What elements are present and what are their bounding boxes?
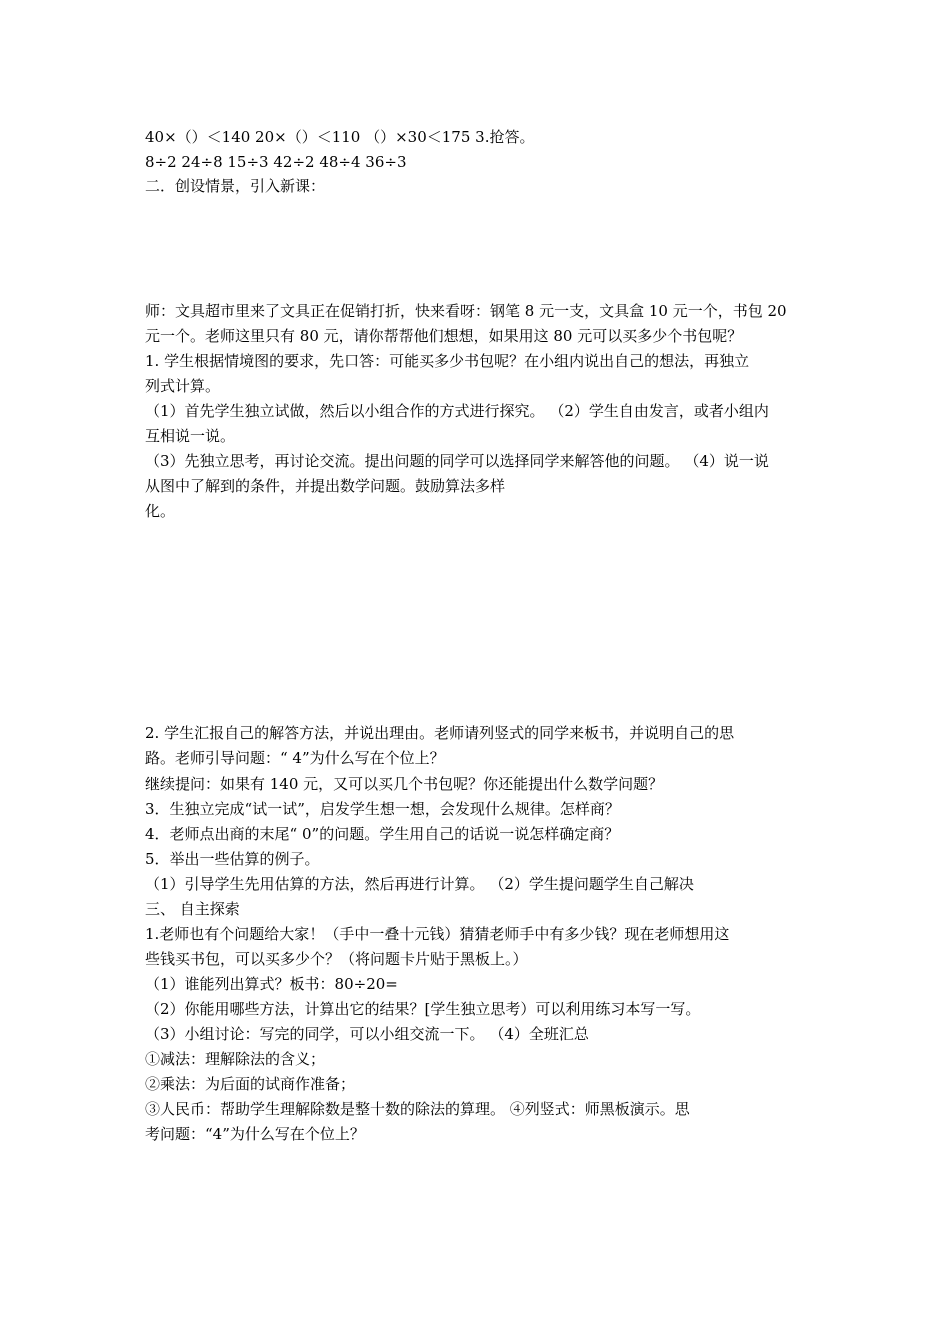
text-line: （2）你能用哪些方法，计算出它的结果？[学生独立思考）可以利用练习本写一写。 bbox=[145, 1000, 701, 1018]
text-line: （3）先独立思考，再讨论交流。提出问题的同学可以选择同学来解答他的问题。 （4）说一说 bbox=[145, 452, 769, 470]
text-line: 1.老师也有个问题给大家！（手中一叠十元钱）猜猜老师手中有多少钱？现在老师想用这 bbox=[145, 925, 730, 943]
text-line: （3）小组讨论：写完的同学，可以小组交流一下。 （4）全班汇总 bbox=[145, 1025, 589, 1043]
text-line: 些钱买书包，可以买多少个？（将问题卡片贴于黑板上。） bbox=[145, 950, 528, 968]
text-line: ②乘法：为后面的试商作准备； bbox=[145, 1075, 356, 1093]
text-line: 路。老师引导问题：“ 4”为什么写在个位上？ bbox=[145, 749, 445, 767]
section-heading: 二．创设情景，引入新课： bbox=[145, 177, 326, 195]
text-line: 3．生独立完成“试一试”，启发学生想一想，会发现什么规律。怎样商？ bbox=[145, 800, 620, 818]
text-line: 从图中了解到的条件，并提出数学问题。鼓励算法多样 bbox=[145, 477, 506, 495]
text-line: 师：文具超市里来了文具正在促销打折，快来看呀：钢笔 8 元一支，文具盒 10 元一个，书包 20 bbox=[145, 302, 787, 320]
section-heading: 三、 自主探索 bbox=[145, 900, 240, 918]
text-line: 4．老师点出商的末尾“ 0”的问题。学生用自己的话说一说怎样确定商？ bbox=[145, 825, 620, 843]
text-line: 考问题：“4”为什么写在个位上？ bbox=[145, 1125, 365, 1143]
text-line: 40×（）＜140 20×（）＜110 （）×30＜175 3.抢答。 bbox=[145, 128, 535, 146]
text-line: ③人民币：帮助学生理解除数是整十数的除法的算理。 ④列竖式：师黑板演示。思 bbox=[145, 1100, 690, 1118]
text-line: （1）引导学生先用估算的方法，然后再进行计算。 （2）学生提问题学生自己解决 bbox=[145, 875, 694, 893]
text-line: （1）首先学生独立试做，然后以小组合作的方式进行探究。 （2）学生自由发言，或者小组内 bbox=[145, 402, 769, 420]
text-line: 化。 bbox=[145, 502, 176, 520]
text-line: 1. 学生根据情境图的要求，先口答：可能买多少书包呢？在小组内说出自己的想法，再独立 bbox=[145, 352, 750, 370]
text-line: 互相说一说。 bbox=[145, 427, 236, 445]
text-line: 继续提问：如果有 140 元，又可以买几个书包呢？你还能提出什么数学问题？ bbox=[145, 775, 664, 793]
text-line: 2. 学生汇报自己的解答方法，并说出理由。老师请列竖式的同学来板书，并说明自己的思 bbox=[145, 724, 735, 742]
text-line: （1）谁能列出算式？板书：80÷20= bbox=[145, 975, 398, 993]
text-line: 5．举出一些估算的例子。 bbox=[145, 850, 320, 868]
text-line: ①减法：理解除法的含义； bbox=[145, 1050, 326, 1068]
text-line: 列式计算。 bbox=[145, 377, 221, 395]
text-line: 8÷2 24÷8 15÷3 42÷2 48÷4 36÷3 bbox=[145, 153, 407, 171]
text-line: 元一个。老师这里只有 80 元，请你帮帮他们想想，如果用这 80 元可以买多少个书包呢？ bbox=[145, 327, 743, 345]
